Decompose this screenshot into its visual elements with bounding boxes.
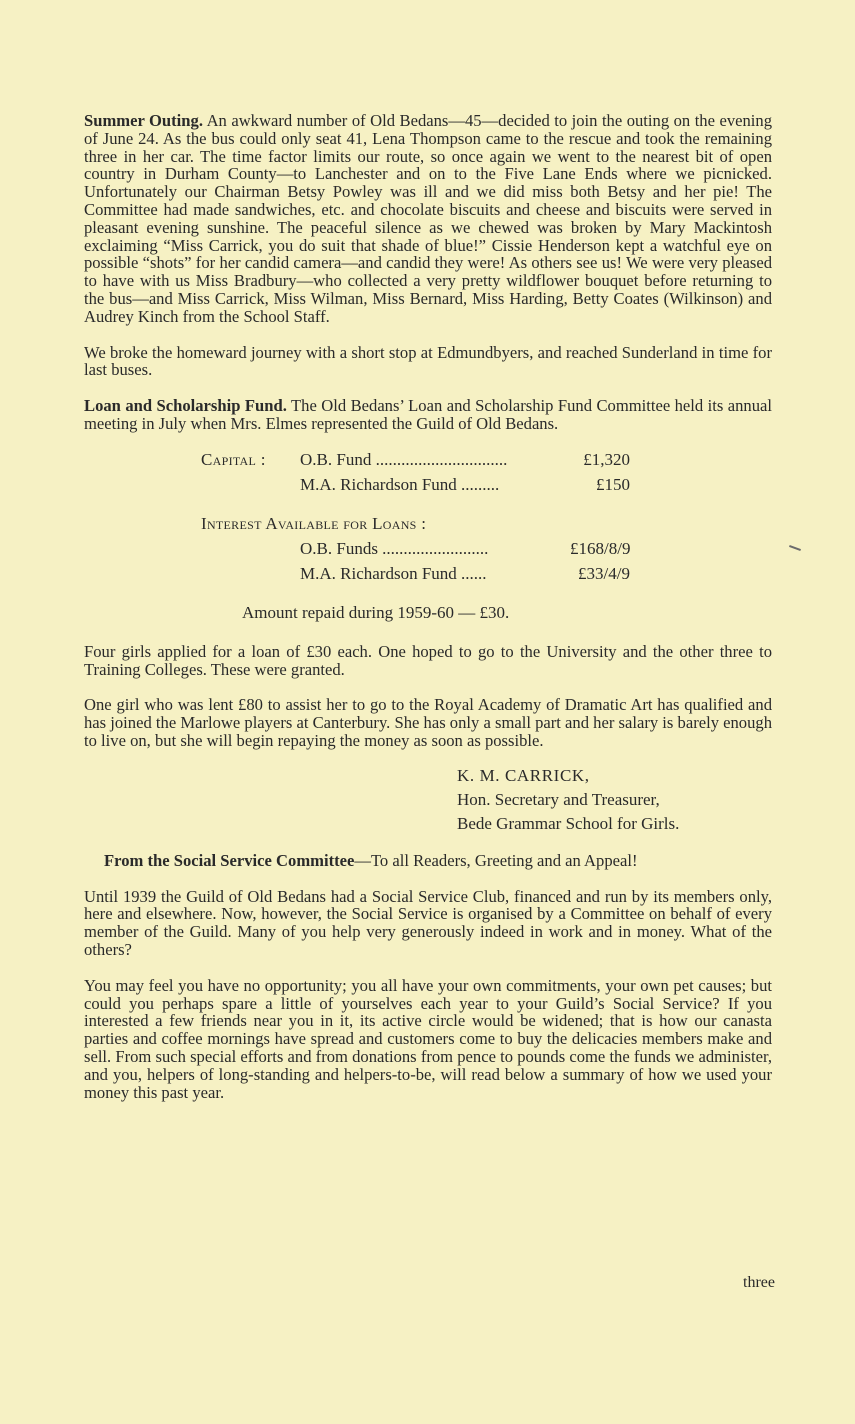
one-girl-paragraph: One girl who was lent £80 to assist her to go to the Royal Academy of Dramatic Art has qualified and has joined the Marlowe players at Canterbury. She has only a small part and her salary is barely enough to live on, but she will begin repaying the money as soon as possible. [84, 695, 772, 750]
interest-item: O.B. Funds ......................... [300, 538, 489, 558]
social-service-heading-line [104, 852, 772, 870]
amount-repaid: Amount repaid during 1959-60 — £30. [242, 602, 510, 622]
social-service-heading: From the Social Service Committee [104, 850, 355, 870]
interest-row-1 [201, 536, 772, 561]
summer-outing-heading: Summer Outing. [84, 111, 203, 130]
summer-outing-paragraph [84, 112, 772, 326]
capital-amount: £150 [596, 474, 630, 494]
capital-row-2 [201, 472, 772, 497]
signature-name: K. M. CARRICK, [457, 765, 590, 785]
loan-fund-body: The Old Bedans’ Loan and Scholarship Fund Committee held its annual meeting in July when Mrs. Elmes represented the Guild of Old Bedans. [84, 396, 772, 433]
page-number: three [743, 1274, 775, 1291]
four-girls-paragraph: Four girls applied for a loan of £30 each. One hoped to go to the University and the other three to Training Colleges. These were granted. [84, 641, 772, 679]
loan-fund-paragraph [84, 397, 772, 433]
interest-item: M.A. Richardson Fund ...... [300, 563, 487, 583]
fund-table [201, 447, 772, 625]
interest-label-row [201, 511, 772, 536]
interest-amount: £33/4/9 [578, 563, 630, 583]
capital-item: M.A. Richardson Fund ......... [300, 474, 500, 494]
loan-fund-heading: Loan and Scholarship Fund. [84, 396, 287, 416]
you-may-paragraph: You may feel you have no opportunity; you all have your own commitments, your own pet causes; but could you perhaps spare a little of yourselves each year to your Guild’s Social Service? If you interested a few friends near you in it, its active circle would be widened; that is how our canasta parties and coffee mornings have spread and customers come to buy the delicacies members make and sell. From such special efforts and from donations from pence to pounds come the funds we administer, and you, helpers of long-standing and helpers-to-be, will read below a summary of how we used your money this past year. [84, 975, 772, 1102]
capital-item: O.B. Fund ............................... [300, 449, 508, 469]
capital-amount: £1,320 [583, 449, 630, 469]
interest-amount: £168/8/9 [570, 538, 631, 558]
interest-label: Interest Available for Loans : [201, 513, 427, 533]
capital-row-1 [201, 447, 772, 472]
homeward-paragraph: We broke the homeward journey with a short stop at Edmundbyers, and reached Sunderland in time for last buses. [84, 342, 772, 380]
until-1939-paragraph: Until 1939 the Guild of Old Bedans had a Social Service Club, financed and run by its members only, here and elsewhere. Now, however, the Social Service is organised by a Committee on behalf of every member of the Guild. Many of you help very generously indeed in work and in money. What of the others? [84, 886, 772, 959]
signature-block [457, 764, 772, 836]
social-service-title-rest: —To all Readers, Greeting and an Appeal! [354, 850, 638, 870]
interest-row-2 [201, 561, 772, 586]
repaid-row [242, 600, 772, 625]
summer-outing-body: An awkward number of Old Bedans—45—decided to join the outing on the evening of June 24. As the bus could only seat 41, Lena Thompson came to the rescue and took the remaining three in her car. The time factor limits our route, so once again we went to the nearest bit of open country in Durham County—to Lanchester and on to the Five Lane Ends where we picnicked. Unfortunately our Chairman Betsy Powley was ill and we did miss both Betsy and her pie! The Committee had made sandwiches, etc. and chocolate biscuits and cheese and biscuits were served in pleasant evening sunshine. The peaceful silence as we chewed was broken by Mary Mackintosh exclaiming “Miss Carrick, you do suit that shade of blue!” Cissie Henderson kept a watchful eye on possible “shots” for her candid camera—and candid they were! As others see us! We were very pleased to have with us Miss Bradbury—who collected a very pretty wildflower bouquet before returning to the bus—and Miss Carrick, Miss Wilman, Miss Bernard, Miss Harding, Betty Coates (Wilkinson) and Audrey Kinch from the School Staff. [84, 111, 772, 326]
stray-mark [789, 545, 801, 551]
signature-school: Bede Grammar School for Girls. [457, 813, 680, 833]
signature-title: Hon. Secretary and Treasurer, [457, 789, 660, 809]
capital-label: Capital : [201, 449, 266, 469]
document-page [84, 112, 772, 1101]
